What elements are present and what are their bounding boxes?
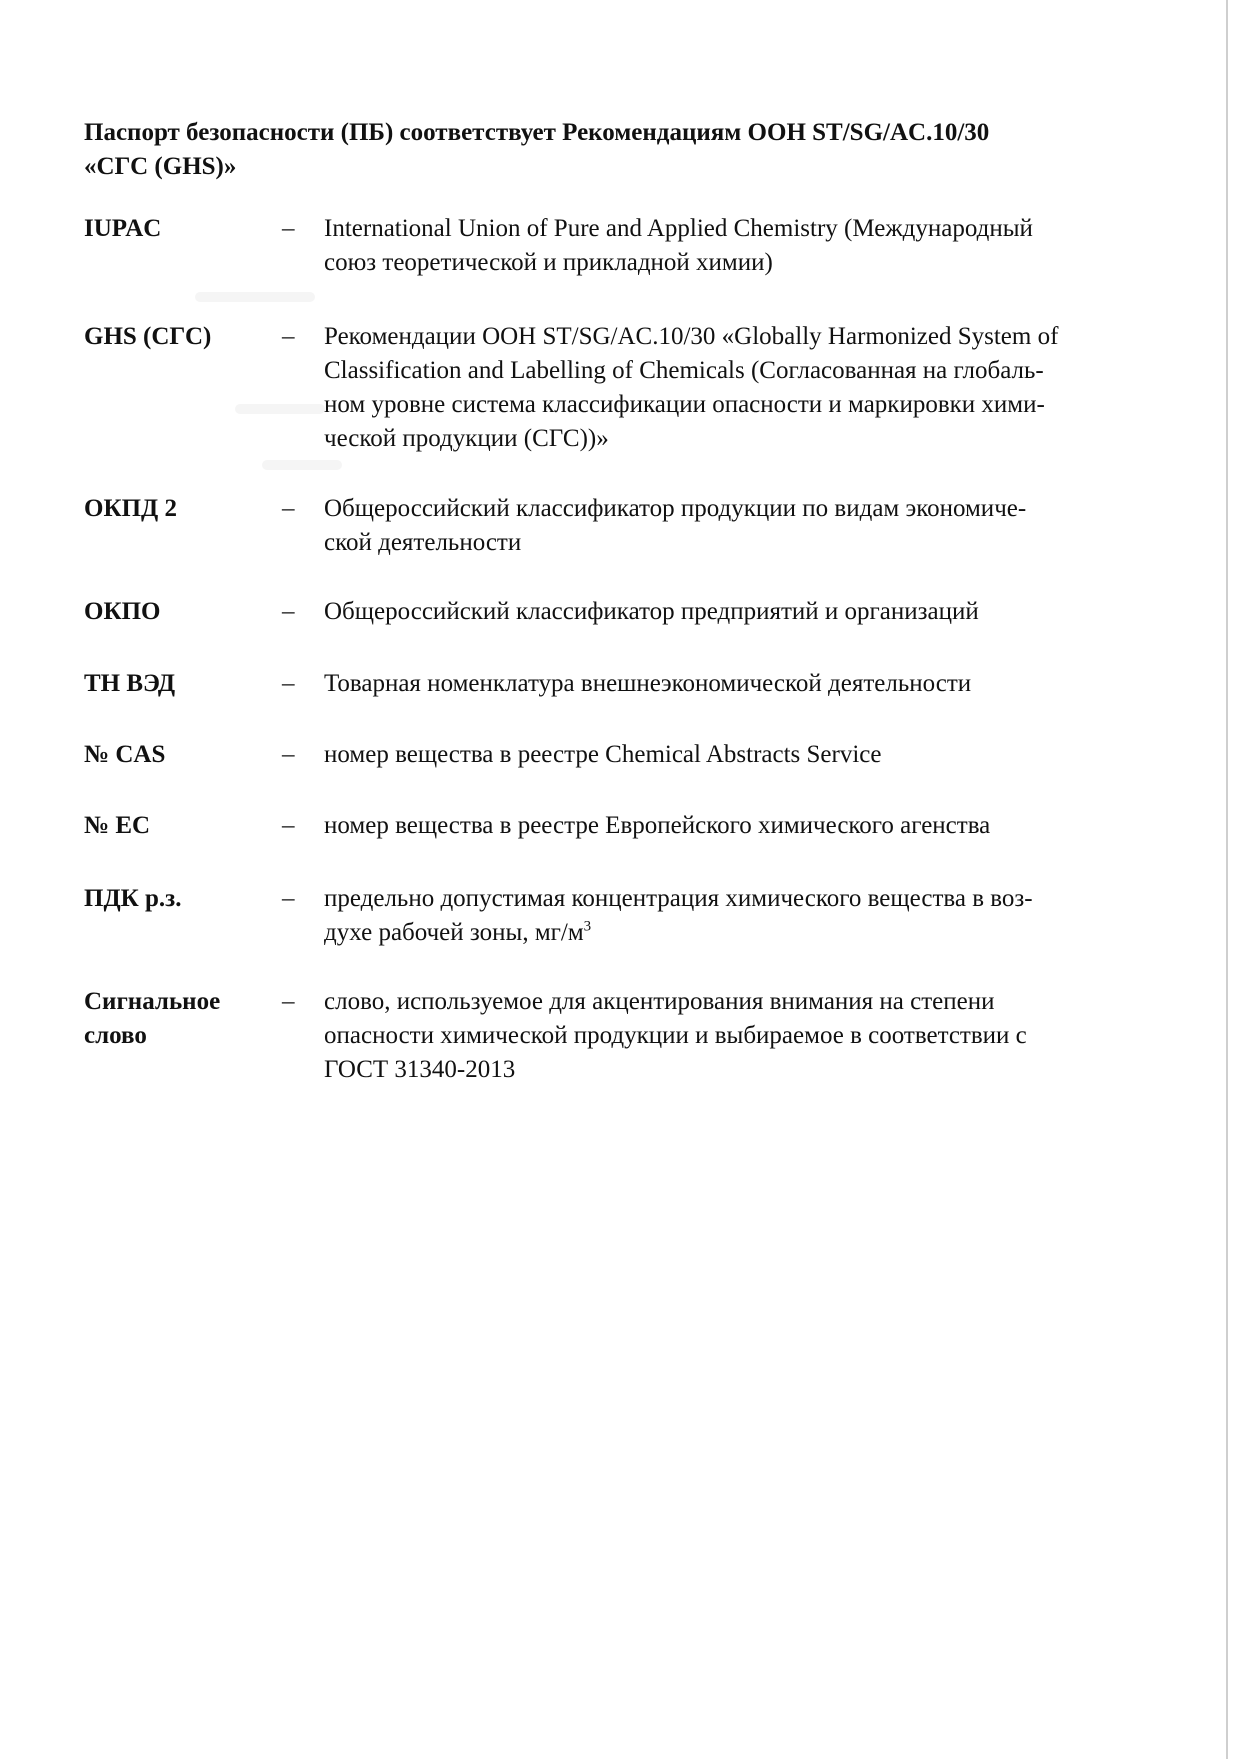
definition-line: Общероссийский классификатор продукции по видам экономиче- [324,495,1027,522]
definition-line: ГОСТ 31340-2013 [324,1056,516,1083]
entry-term [84,809,264,843]
entry-definition [324,667,1184,701]
definition-line: ном уровне система классификации опасности и маркировки хими- [324,391,1045,418]
entry-dash: – [282,495,295,522]
term-line: слово [84,1022,147,1049]
entry-term [84,595,264,629]
entry-definition [324,809,1184,843]
heading-line: «СГС (GHS)» [84,153,237,180]
definition-line: Общероссийский классификатор предприятий и организаций [324,598,979,625]
heading-line: Паспорт безопасности (ПБ) соответствует Рекомендациям ООН ST/SG/AC.10/30 [84,119,990,146]
entry-term [84,738,264,772]
entry-definition [324,985,1184,1087]
entry-term [84,320,264,354]
entry-dash: – [282,323,295,350]
definition-line [324,916,1184,950]
entry-definition [324,738,1184,772]
term-line: ТН ВЭД [84,670,176,697]
term-line: ОКПД 2 [84,495,177,522]
definition-line: слово, используемое для акцентирования внимания на степени [324,988,995,1015]
entry-definition [324,212,1184,280]
entry-definition [324,882,1184,950]
definition-line: союз теоретической и прикладной химии) [324,249,773,276]
entry-term [84,667,264,701]
entry-definition [324,595,1184,629]
term-line: Сигнальное [84,988,221,1015]
entry-dash: – [282,215,295,242]
entry-dash: – [282,885,295,912]
entry-term [84,492,264,526]
scan-edge-line [1226,0,1228,1759]
entry-dash: – [282,812,295,839]
definition-line: Classification and Labelling of Chemicals (Согласованная на глобаль- [324,357,1044,384]
entry-dash: – [282,741,295,768]
definition-line: ческой продукции (СГС))» [324,425,609,452]
entry-definition [324,320,1184,456]
term-line: IUPAC [84,215,162,242]
definition-text: духе рабочей зоны, мг/м [324,919,584,946]
entry-dash: – [282,670,295,697]
entry-dash: – [282,988,295,1015]
definition-line: предельно допустимая концентрация химического вещества в воз- [324,885,1033,912]
entry-term [84,212,264,246]
definition-line: номер вещества в реестре Европейского химического агенства [324,812,991,839]
definition-line: ской деятельности [324,529,522,556]
scan-smudge [235,404,325,414]
document-heading [84,116,1164,184]
entry-term [84,882,264,916]
term-line: № CAS [84,741,166,768]
term-line: № ЕС [84,812,151,839]
unit-superscript: 3 [583,918,592,935]
definition-line: Рекомендации ООН ST/SG/AC.10/30 «Globally Harmonized System of [324,323,1059,350]
definition-line: Товарная номенклатура внешнеэкономической деятельности [324,670,972,697]
definition-line: International Union of Pure and Applied Chemistry (Международный [324,215,1033,242]
term-line: ПДК р.з. [84,885,182,912]
term-line: GHS (СГС) [84,323,212,350]
entry-term [84,985,264,1053]
scan-smudge [262,460,342,470]
definition-line: опасности химической продукции и выбираемое в соответствии с [324,1022,1027,1049]
entry-definition [324,492,1184,560]
entry-dash: – [282,598,295,625]
definition-line: номер вещества в реестре Chemical Abstracts Service [324,741,882,768]
term-line: ОКПО [84,598,161,625]
scan-smudge [195,292,315,302]
